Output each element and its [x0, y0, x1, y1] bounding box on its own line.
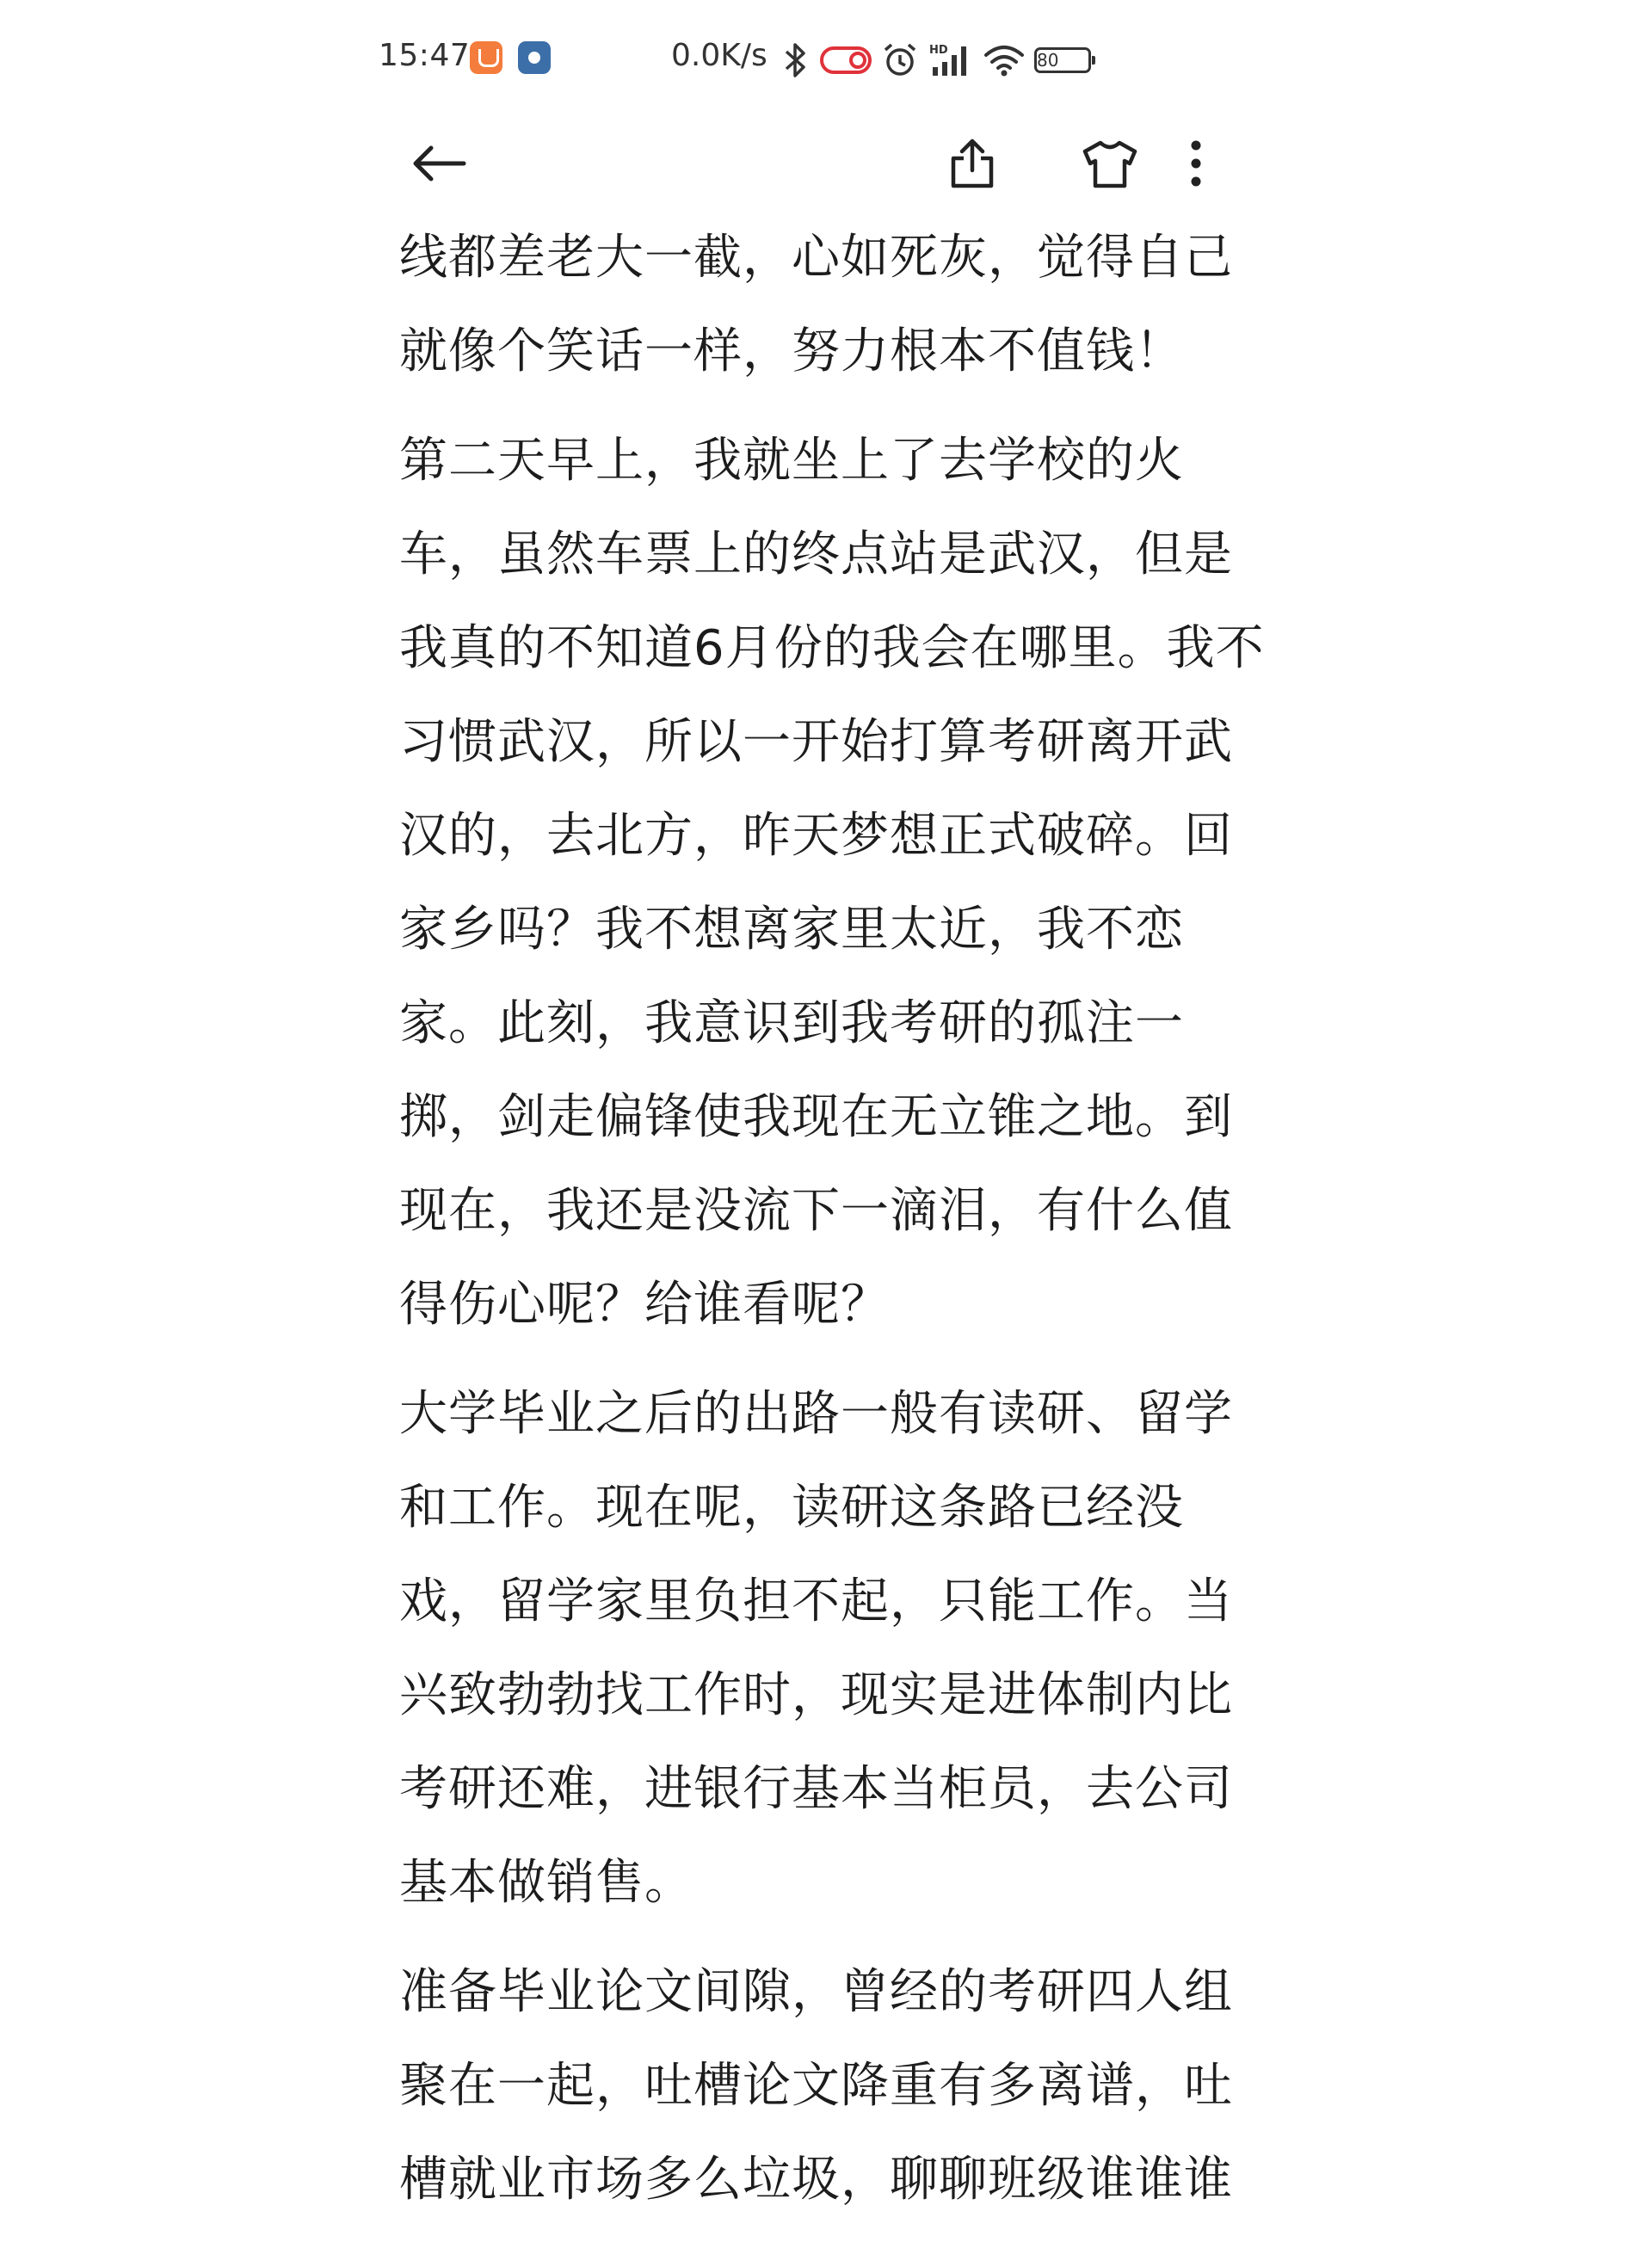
battery-icon: 80: [1034, 47, 1091, 73]
share-icon: [946, 136, 998, 191]
status-icons: [781, 36, 1091, 84]
net-speed: 0.0K/s: [671, 38, 767, 73]
share-button[interactable]: [929, 120, 1015, 206]
alarm-icon: [881, 41, 919, 79]
wifi-icon: [983, 41, 1026, 79]
app-badge-orange-icon: [470, 41, 502, 74]
app-badge-blue-icon: [518, 41, 551, 74]
article-paragraph: 线都差老大一截，心如死灰，觉得自己就像个笑话一样，努力根本不值钱！: [399, 230, 1233, 379]
reader-toolbar: [379, 120, 1273, 206]
back-arrow-icon: [409, 142, 469, 185]
more-button[interactable]: [1153, 120, 1239, 206]
back-button[interactable]: [396, 120, 482, 206]
status-time: 15:47: [379, 38, 471, 73]
hd-signal-icon: [928, 41, 974, 79]
article-paragraph: 准备毕业论文间隙，曾经的考研四人组聚在一起，吐槽论文降重有多离谱，吐槽就业市场多么垃圾，聊聊班级谁谁谁: [399, 1964, 1233, 2208]
toggle-icon: [819, 43, 872, 77]
article-paragraph: 第二天早上，我就坐上了去学校的火车，虽然车票上的终点站是武汉，但是我真的不知道6月份的我会在哪里。我不习惯武汉，所以一开始打算考研离开武汉的，去北方，昨天梦想正式破碎。回家乡吗？我不想离家里太近，我不恋家。此刻，我意识到我考研的孤注一掷，剑走偏锋使我现在无立锥之地。到现在，我还是没流下一滴泪，有什么值得伤心呢？给谁看呢？: [399, 433, 1265, 1333]
theme-button[interactable]: [1067, 120, 1153, 206]
status-bar: [379, 33, 1273, 88]
bluetooth-icon: [781, 41, 811, 79]
article-paragraph: 大学毕业之后的出路一般有读研、留学和工作。现在呢，读研这条路已经没戏，留学家里负担不起，只能工作。当兴致勃勃找工作时，现实是进体制内比考研还难，进银行基本当柜员，去公司基本做销售。: [399, 1386, 1233, 1911]
article-body: [399, 211, 1268, 2242]
svg-text:HD: HD: [929, 44, 948, 57]
shirt-icon: [1080, 138, 1140, 189]
more-vertical-icon: [1187, 138, 1205, 189]
